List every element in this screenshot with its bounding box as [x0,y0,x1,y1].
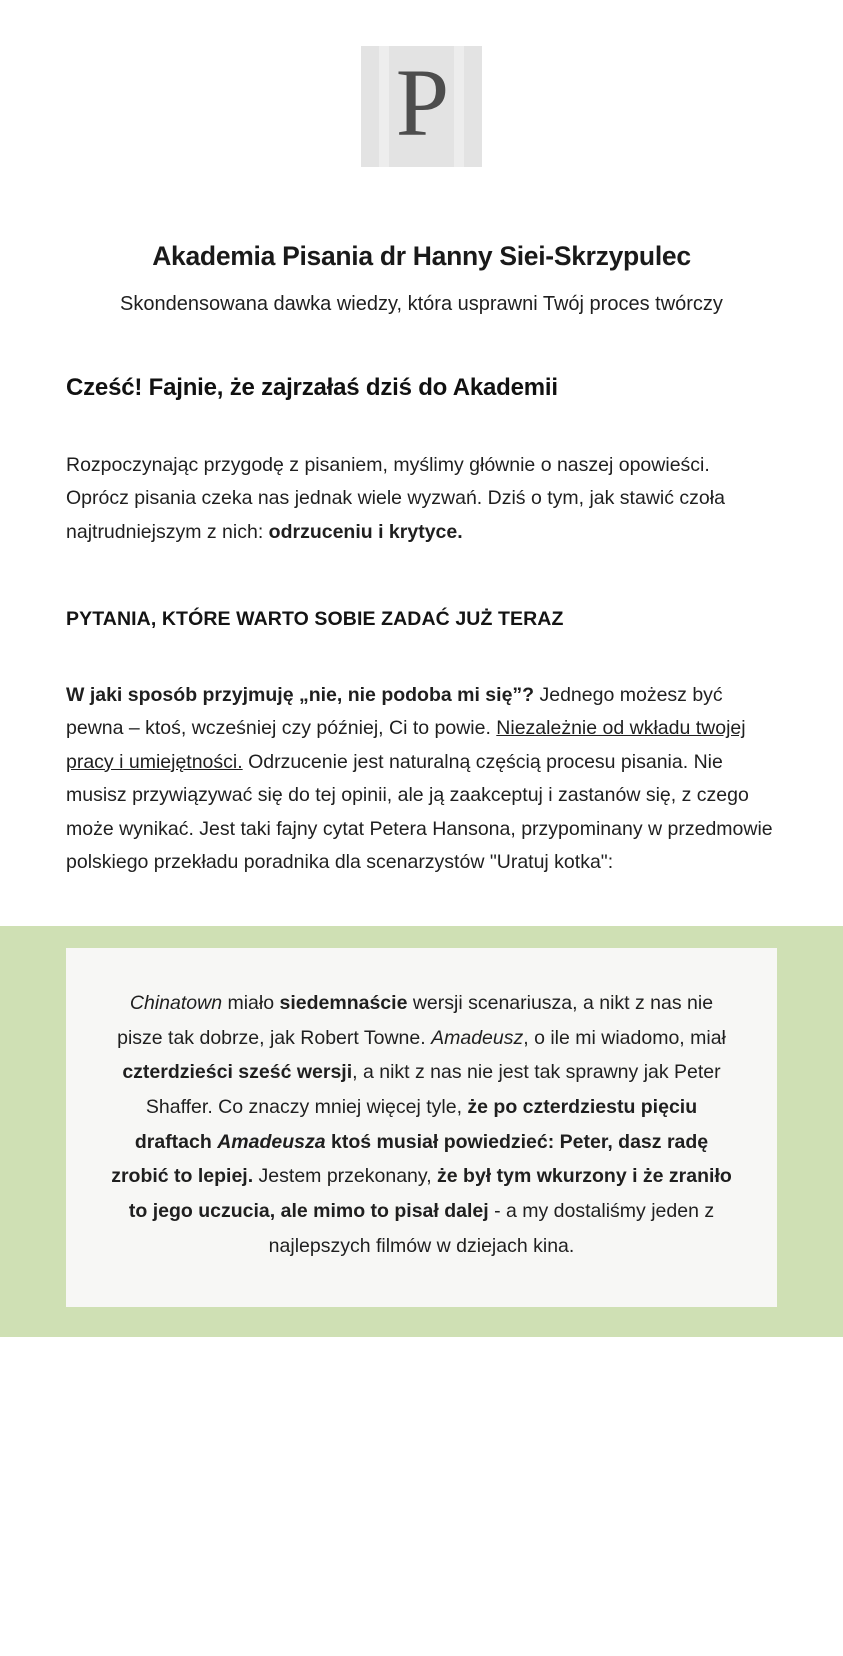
logo-stripe-right [454,46,464,167]
quote-s3-bold1: że po czterdziestu pięciu draftach [134,1095,698,1153]
question-underlined: Niezależnie od wkładu twojej pracy i umiejętności. [66,717,746,773]
page-title: Akademia Pisania dr Hanny Siei-Skrzypulec [152,241,691,271]
quote-s4-bold: że był tym wkurzony i że zraniło to jego uczucia, ale mimo to pisał dalej [128,1165,732,1223]
quote-s3-bold-italic: Amadeusza [217,1130,326,1153]
question-tail: Odrzucenie jest naturalną częścią procesu pisania. Nie musisz przywiązywać się do tej opinii, ale ją zaakceptuj i zastanów się, z czego może wynikać. Jest taki fajny cytat Petera Hansona, przypominany w przedmowie polskiego przekładu poradnika dla scenarzystów "Uratuj kotka": [66,750,773,874]
quote-text [110,986,733,1264]
logo-area [0,0,843,167]
intro-paragraph [66,449,777,550]
intro-bold-tail: odrzuceniu i krytyce. [268,520,463,543]
quote-s2-mid: , o ile mi wiadomo, miał [523,1026,726,1049]
question-paragraph [66,679,777,880]
question-after-lead: Jednego możesz być pewna – ktoś, wcześniej czy później, Ci to powie. [66,683,723,740]
quote-s4-tail: - a my dostaliśmy jeden z najlepszych filmów w dziejach kina. [268,1200,715,1257]
quote-s1-tail: wersji scenariusza, a nikt z nas nie pisze tak dobrze, jak Robert Towne. [117,991,714,1049]
quote-card [66,948,777,1308]
quote-s2-tail: , a nikt z nas nie jest tak sprawny jak Peter Shaffer. Co znaczy mniej więcej tyle, [145,1061,721,1118]
quote-s1-mid: miało [222,991,280,1014]
quote-s3-bold2: ktoś musiał powiedzieć: Peter, dasz radę zrobić to lepiej. [111,1130,709,1188]
greeting-heading: Cześć! Fajnie, że zajrzałaś dziś do Akademii [66,374,558,402]
section-heading: PYTANIA, KTÓRE WARTO SOBIE ZADAĆ JUŻ TERAZ [66,608,564,631]
logo-box [361,46,482,167]
logo-stripe-left [379,46,389,167]
main-content [0,239,843,880]
quote-band [0,926,843,1338]
quote-title-chinatown: Chinatown [129,991,223,1014]
p-serif-logo-icon: P [395,48,448,156]
quote-s2-bold: czterdzieści sześć wersji [122,1061,353,1084]
intro-text: Rozpoczynając przygodę z pisaniem, myślimy głównie o naszej opowieści. Oprócz pisania czeka nas jednak wiele wyzwań. Dziś o tym, jak stawić czoła najtrudniejszym z nich: [66,453,725,543]
quote-s3-tail: Jestem przekonany, [253,1165,438,1188]
question-bold-lead: W jaki sposób przyjmuję „nie, nie podoba mi się”? [66,683,535,706]
quote-title-amadeusz: Amadeusz [431,1026,524,1049]
quote-s1-bold: siedemnaście [279,991,408,1014]
page-subtitle: Skondensowana dawka wiedzy, która usprawni Twój proces twórczy [120,293,723,316]
